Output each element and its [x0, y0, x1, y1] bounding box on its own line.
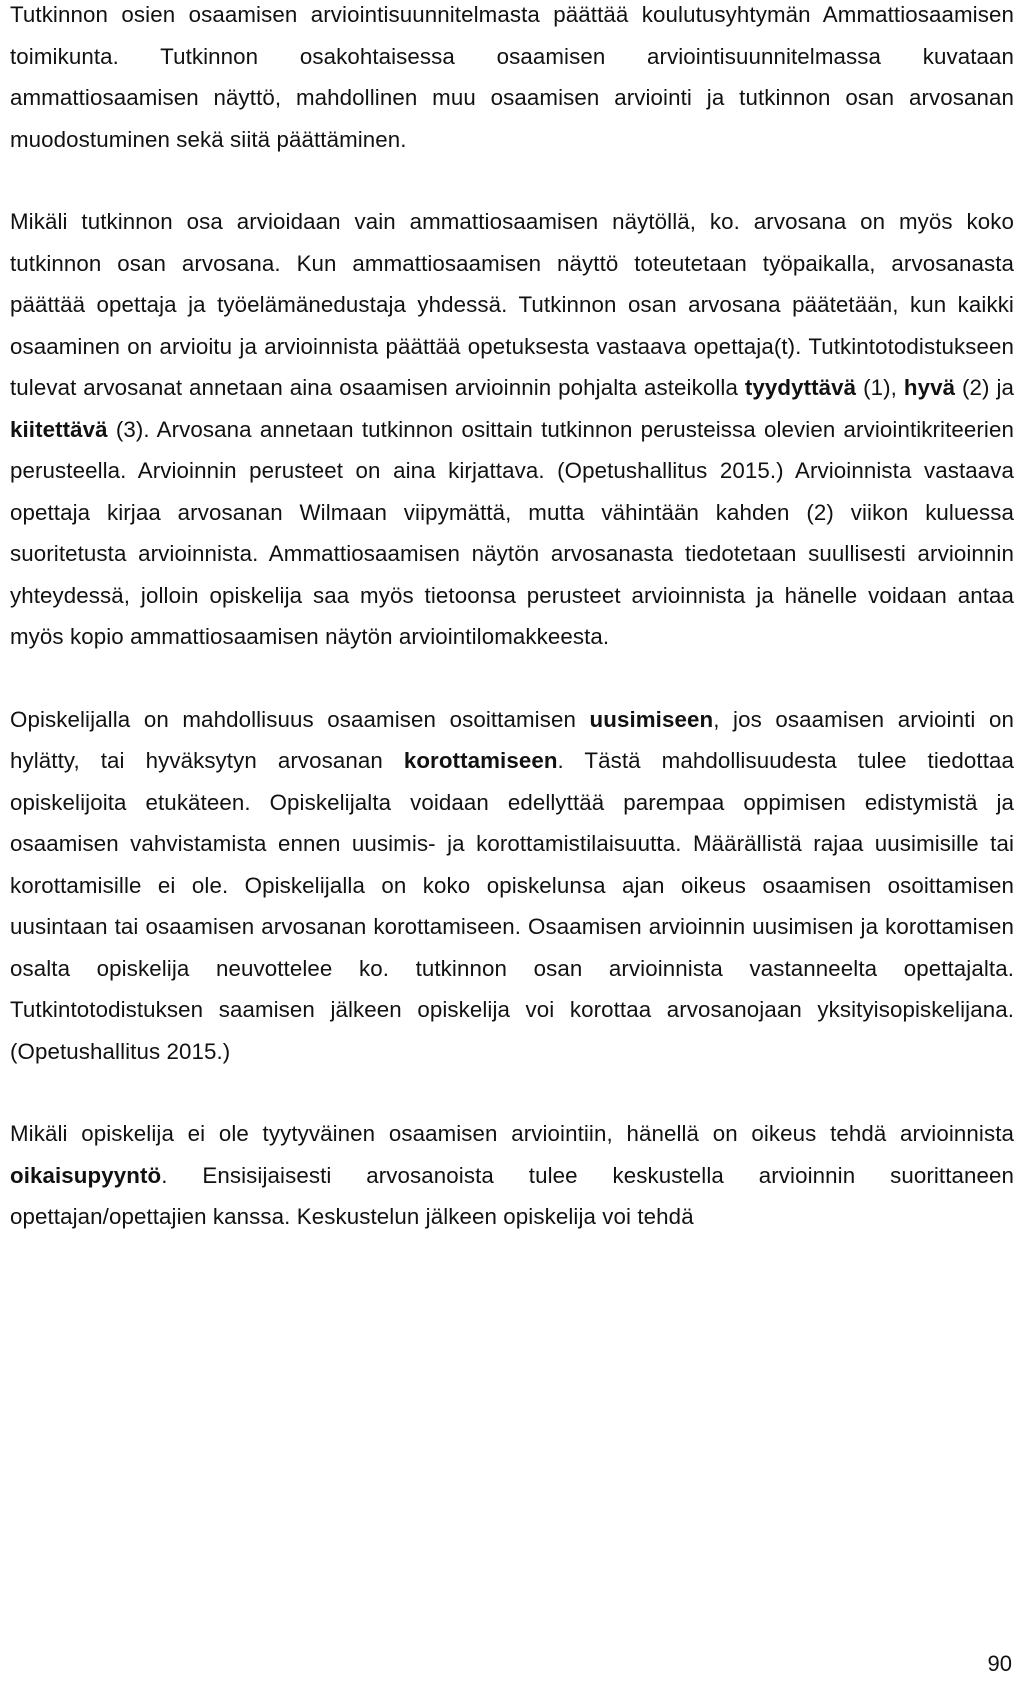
text-run: (3). Arvosana annetaan tutkinnon osittain tutkinnon perusteissa olevien arviointikriteerien perusteella. Arvioinnin perusteet on aina kirjattava. (Opetushallitus 2015.) Arvioinnista vastaava opettaja kirjaa arvosanan Wilmaan viipymättä, mutta vähintään kahden (2) viikon kuluessa suoritetusta arvioinnista. Ammattiosaamisen näytön arvosanasta tiedotetaan suullisesti arvioinnin yhteydessä, jolloin opiskelija saa myös tietoonsa perusteet arvioinnista ja hänelle voidaan antaa myös kopio ammattiosaamisen näytön arviointilomakkeesta.: [10, 416, 1014, 649]
paragraph-correction-request: [10, 1113, 1014, 1238]
document-page: [10, 0, 1014, 1238]
bold-term: tyydyttävä: [744, 375, 857, 400]
text-run: (1),: [856, 375, 904, 400]
text-run: Tutkinnon osien osaamisen arviointisuunnitelmasta päättää koulutusyhtymän Ammattiosaamisen toimikunta. Tutkinnon osakohtaisessa osaamisen arviointisuunnitelmassa kuvataan ammattiosaamisen näyttö, mahdollinen muu osaamisen arviointi ja tutkinnon osan arvosanan muodostuminen sekä siitä päättäminen.: [10, 2, 1014, 152]
paragraph-retake-and-improvement: [10, 699, 1014, 1073]
bold-term: hyvä: [903, 375, 956, 400]
text-run: (2) ja: [955, 375, 1014, 400]
paragraph-grading: [10, 201, 1014, 658]
text-run: Opiskelijalla on mahdollisuus osaamisen osoittamisen: [10, 706, 590, 732]
text-run: Mikäli tutkinnon osa arvioidaan vain ammattiosaamisen näytöllä, ko. arvosana on myös koko tutkinnon osan arvosana. Kun ammattiosaamisen näyttö toteutetaan työpaikalla, arvosanasta päättää opettaja ja työelämänedustaja yhdessä. Tutkinnon osan arvosana päätetään, kun kaikki osaaminen on arvioitu ja arvioinnista päättää opetuksesta vastaava opettaja(t). Tutkintotodistukseen tulevat arvosanat annetaan aina osaamisen arvioinnin pohjalta asteikolla: [10, 209, 1014, 400]
text-run: , jos osaamisen arviointi on hylätty, tai hyväksytyn arvosanan: [10, 706, 1015, 773]
bold-term: oikaisupyyntö: [10, 1162, 162, 1188]
text-run: Mikäli opiskelija ei ole tyytyväinen osaamisen arviointiin, hänellä on oikeus tehdä arvioinnista: [10, 1121, 1014, 1146]
bold-term: kiitettävä: [10, 416, 108, 442]
text-run: . Tästä mahdollisuudesta tulee tiedottaa opiskelijoita etukäteen. Opiskelijalta voidaan edellyttää parempaa oppimisen edistymistä ja osaamisen vahvistamista ennen uusimis- ja korottamistilaisuutta. Määrällistä rajaa uusimisille tai korottamisille ei ole. Opiskelijalla on koko opiskelunsa ajan oikeus osaamisen osoittamisen uusintaan tai osaamisen arvosanan korottamiseen. Osaamisen arvioinnin uusimisen ja korottamisen osalta opiskelija neuvottelee ko. tutkinnon osan arvioinnista vastanneelta opettajalta. Tutkintotodistuksen saamisen jälkeen opiskelija voi korottaa arvosanojaan yksityisopiskelijana. (Opetushallitus 2015.): [10, 748, 1014, 1064]
paragraph-assessment-plan: [10, 0, 1014, 160]
bold-term: korottamiseen: [403, 748, 558, 773]
page-number: 90: [987, 1651, 1012, 1676]
text-run: . Ensisijaisesti arvosanoista tulee keskustella arvioinnin suorittaneen opettajan/opettajien kanssa. Keskustelun jälkeen opiskelija voi tehdä: [10, 1162, 1014, 1229]
bold-term: uusimiseen: [589, 706, 714, 732]
